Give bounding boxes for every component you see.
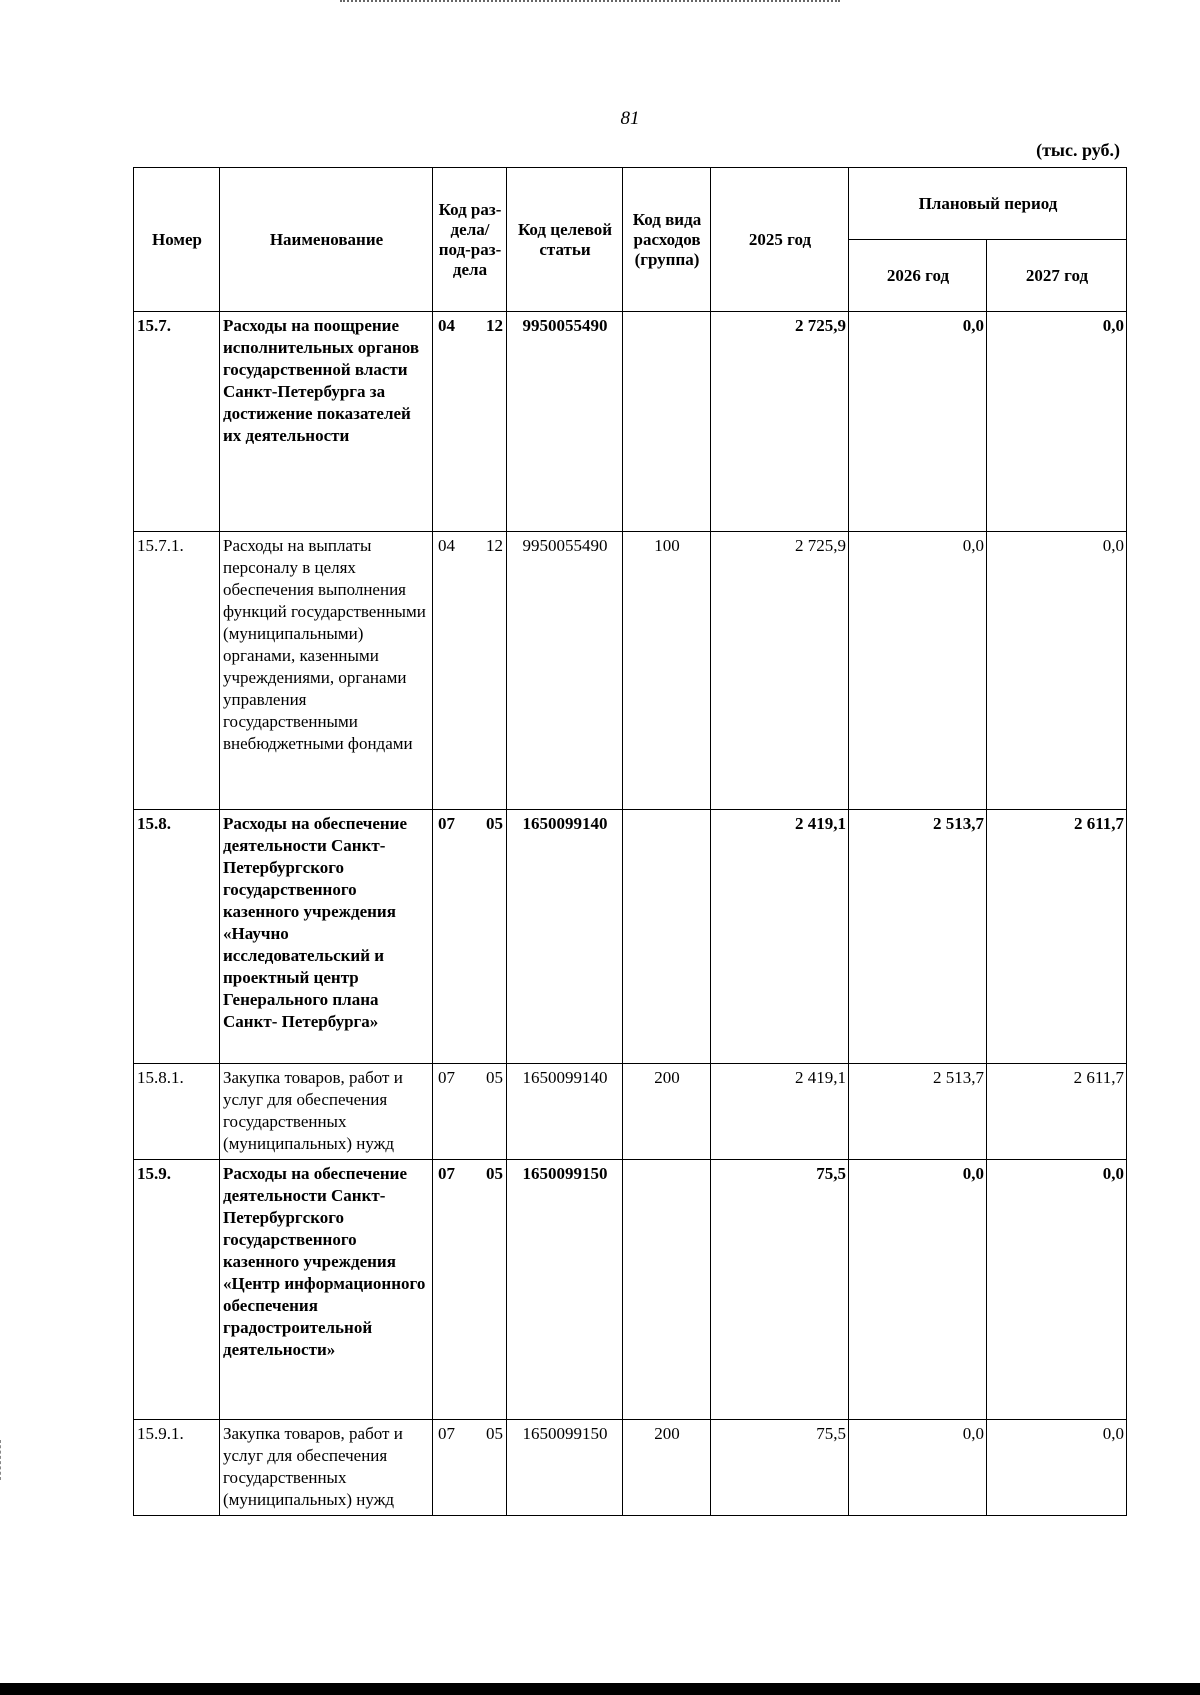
table-row	[134, 532, 1127, 810]
row-number: 15.8.1.	[134, 1064, 220, 1160]
header-expense-type-code: Код вида расходов (группа)	[623, 168, 711, 312]
row-section-code	[433, 1160, 507, 1420]
row-amount-2025: 2 725,9	[711, 312, 849, 532]
row-expense-type: 100	[623, 532, 711, 810]
row-name: Расходы на выплаты персоналу в целях обеспечения выполнения функций государственными (муниципальными) органами, казенными учреждениями, органами управления государственными внебюджетными фондами	[220, 532, 433, 810]
header-year-2027: 2027 год	[987, 240, 1127, 312]
row-expense-type	[623, 1160, 711, 1420]
row-amount-2026: 2 513,7	[849, 810, 987, 1064]
header-planning-period: Плановый период	[849, 168, 1127, 240]
row-amount-2027: 2 611,7	[987, 810, 1127, 1064]
row-amount-2026: 0,0	[849, 312, 987, 532]
scan-border-bottom	[0, 1683, 1200, 1695]
table-body	[134, 312, 1127, 1516]
budget-table	[133, 167, 1127, 1516]
row-name: Расходы на обеспечение деятельности Санкт-Петербургского государственного казенного учреждения «Научно исследовательский и проектный центр Генерального плана Санкт- Петербурга»	[220, 810, 433, 1064]
row-amount-2026: 0,0	[849, 532, 987, 810]
row-target-code: 1650099150	[507, 1420, 623, 1516]
row-section-code	[433, 810, 507, 1064]
row-target-code: 9950055490	[507, 312, 623, 532]
table-row	[134, 312, 1127, 532]
header-year-2025: 2025 год	[711, 168, 849, 312]
row-amount-2027: 0,0	[987, 532, 1127, 810]
row-amount-2025: 2 419,1	[711, 810, 849, 1064]
header-section-code: Код раз-дела/ под-раз-дела	[433, 168, 507, 312]
row-target-code: 1650099140	[507, 1064, 623, 1160]
row-number: 15.7.	[134, 312, 220, 532]
subsection-code: 05	[486, 1068, 503, 1087]
subsection-code: 05	[486, 814, 503, 833]
subsection-code: 05	[486, 1424, 503, 1443]
row-amount-2026: 2 513,7	[849, 1064, 987, 1160]
header-year-2026: 2026 год	[849, 240, 987, 312]
row-amount-2026: 0,0	[849, 1420, 987, 1516]
table-header	[134, 168, 1127, 312]
row-name: Расходы на поощрение исполнительных органов государственной власти Санкт-Петербурга за достижение показателей их деятельности	[220, 312, 433, 532]
row-expense-type: 200	[623, 1420, 711, 1516]
header-target-code: Код целевой статьи	[507, 168, 623, 312]
subsection-code: 05	[486, 1164, 503, 1183]
row-amount-2027: 0,0	[987, 312, 1127, 532]
table-row	[134, 1420, 1127, 1516]
row-name: Расходы на обеспечение деятельности Санкт-Петербургского государственного казенного учреждения «Центр информационного обеспечения градостроительной деятельности»	[220, 1160, 433, 1420]
row-section-code	[433, 532, 507, 810]
row-number: 15.9.	[134, 1160, 220, 1420]
table-row	[134, 810, 1127, 1064]
row-target-code: 1650099140	[507, 810, 623, 1064]
section-code: 07	[438, 1424, 455, 1443]
row-number: 15.7.1.	[134, 532, 220, 810]
row-amount-2027: 0,0	[987, 1420, 1127, 1516]
row-number: 15.8.	[134, 810, 220, 1064]
section-code: 07	[438, 1068, 455, 1087]
row-amount-2026: 0,0	[849, 1160, 987, 1420]
row-name: Закупка товаров, работ и услуг для обеспечения государственных (муниципальных) нужд	[220, 1420, 433, 1516]
row-target-code: 9950055490	[507, 532, 623, 810]
row-amount-2027: 0,0	[987, 1160, 1127, 1420]
subsection-code: 12	[486, 316, 503, 335]
row-target-code: 1650099150	[507, 1160, 623, 1420]
row-section-code	[433, 1420, 507, 1516]
units-label: (тыс. руб.)	[1036, 140, 1120, 160]
row-expense-type: 200	[623, 1064, 711, 1160]
row-amount-2025: 2 725,9	[711, 532, 849, 810]
page-number: 81	[620, 108, 640, 129]
row-expense-type	[623, 312, 711, 532]
subsection-code: 12	[486, 536, 503, 555]
scan-artifact-top	[340, 0, 840, 5]
table-row	[134, 1160, 1127, 1420]
section-code: 04	[438, 536, 455, 555]
row-amount-2027: 2 611,7	[987, 1064, 1127, 1160]
table-row	[134, 1064, 1127, 1160]
row-number: 15.9.1.	[134, 1420, 220, 1516]
row-section-code	[433, 312, 507, 532]
row-amount-2025: 2 419,1	[711, 1064, 849, 1160]
row-expense-type	[623, 810, 711, 1064]
section-code: 04	[438, 316, 455, 335]
row-amount-2025: 75,5	[711, 1420, 849, 1516]
row-name: Закупка товаров, работ и услуг для обеспечения государственных (муниципальных) нужд	[220, 1064, 433, 1160]
row-amount-2025: 75,5	[711, 1160, 849, 1420]
scan-artifact-left	[0, 1440, 3, 1480]
header-number: Номер	[134, 168, 220, 312]
row-section-code	[433, 1064, 507, 1160]
header-name: Наименование	[220, 168, 433, 312]
section-code: 07	[438, 1164, 455, 1183]
section-code: 07	[438, 814, 455, 833]
